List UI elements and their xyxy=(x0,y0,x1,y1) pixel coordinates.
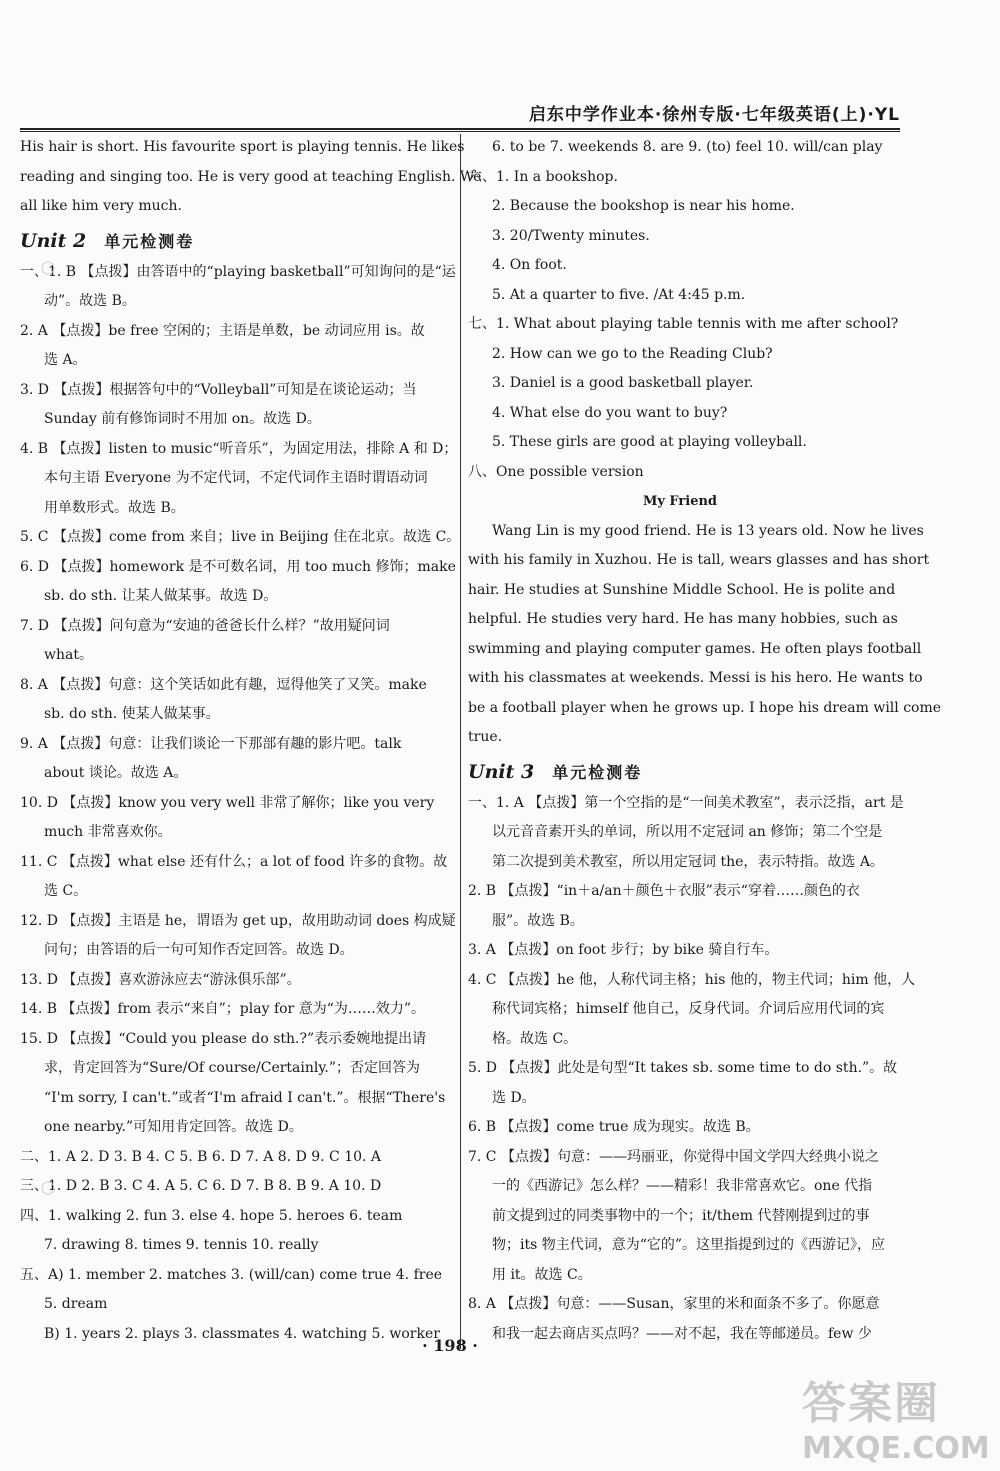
answer-line: all like him very much. xyxy=(20,198,182,214)
answer-line: 11. C 【点拨】what else 还有什么；a lot of food 许多的食物。故 xyxy=(20,853,448,870)
answer-line: sb. do sth. 使某人做某事。 xyxy=(44,706,220,722)
page-number: · 198 · xyxy=(422,1336,478,1355)
answer-line: 12. D 【点拨】主语是 he，谓语为 get up，故用助动词 does 构成疑 xyxy=(20,912,456,929)
answer-line: 13. D 【点拨】喜欢游泳应去“游泳俱乐部”。 xyxy=(20,971,301,988)
answer-line: 14. B 【点拨】from 表示“来自”；play for 意为“为……效力”。 xyxy=(20,1001,426,1017)
answer-line: 6. B 【点拨】come true 成为现实。故选 B。 xyxy=(468,1119,760,1135)
answer-line: 选 D。 xyxy=(492,1089,536,1106)
answer-line: about 谈论。故选 A。 xyxy=(44,765,188,781)
answer-line: true. xyxy=(468,729,503,745)
answer-line: 六、1. In a bookshop. xyxy=(468,168,618,185)
answer-line: hair. He studies at Sunshine Middle School. He is polite and xyxy=(468,581,896,598)
answer-line: 2. B 【点拨】“in＋a/an＋颜色＋衣服”表示“穿着……颜色的衣 xyxy=(468,883,860,899)
answer-line: 3. D 【点拨】根据答句中的“Volleyball”可知是在谈论运动；当 xyxy=(20,381,417,398)
answer-line: 用 it。故选 C。 xyxy=(492,1266,592,1283)
answer-line: with his family in Xuzhou. He is tall, wears glasses and has short xyxy=(468,552,930,568)
answer-line: 用单数形式。故选 B。 xyxy=(44,499,185,516)
column-divider xyxy=(460,134,461,1349)
answer-line: 15. D 【点拨】“Could you please do sth.?”表示委婉地提出请 xyxy=(20,1030,427,1047)
answer-line: 6. to be 7. weekends 8. are 9. (to) feel 10. will/can play xyxy=(492,139,883,155)
answer-line: 7. D 【点拨】问句意为“安迪的爸爸长什么样？”故用疑问词 xyxy=(20,617,390,634)
header-rule xyxy=(20,128,900,130)
answer-line: one nearby.”可知用肯定回答。故选 D。 xyxy=(44,1119,303,1135)
answer-line: B) 1. years 2. plays 3. classmates 4. watching 5. worker xyxy=(44,1325,440,1342)
answer-line: “I'm sorry, I can't.”或者“I'm afraid I can't.”。根据“There's xyxy=(44,1089,446,1106)
answer-line: 2. How can we go to the Reading Club? xyxy=(492,345,773,362)
answer-line: 一的《西游记》怎么样？——精彩！我非常喜欢它。one 代指 xyxy=(492,1178,873,1194)
answer-line: 2. A 【点拨】be free 空闲的；主语是单数，be 动词应用 is。故 xyxy=(20,322,425,339)
answer-line: 4. On foot. xyxy=(492,257,567,273)
answer-line: 本句主语 Everyone 为不定代词，不定代词作主语时谓语动词 xyxy=(44,470,428,486)
answer-line: 一、1. B 【点拨】由答语中的“playing basketball”可知询问的是“运 xyxy=(20,263,456,280)
answer-line: 一、1. A 【点拨】第一个空指的是“一间美术教室”，表示泛指，art 是 xyxy=(468,794,904,811)
answer-line: 称代词宾格；himself 他自己，反身代词。介词后应用代词的宾 xyxy=(492,1001,885,1017)
answer-line: 5. At a quarter to five. /At 4:45 p.m. xyxy=(492,286,746,303)
unit-heading xyxy=(20,224,448,258)
answer-line: 五、A) 1. member 2. matches 3. (will/can) come true 4. free xyxy=(20,1266,443,1283)
header-rule-thin xyxy=(20,131,900,132)
unit-heading xyxy=(468,755,892,789)
answer-line: 4. B 【点拨】listen to music“听音乐”，为固定用法，排除 A 和 D； xyxy=(20,440,458,457)
answer-line: 求，肯定回答为“Sure/Of course/Certainly.”；否定回答为 xyxy=(44,1060,421,1076)
answer-line: 选 A。 xyxy=(44,352,87,368)
answer-line: His hair is short. His favourite sport is playing tennis. He likes xyxy=(20,139,465,155)
answer-line: 前文提到过的同类事物中的一个；it/them 代替刚提到过的事 xyxy=(492,1207,870,1224)
answer-line: 二、1. A 2. D 3. B 4. C 5. B 6. D 7. A 8. D 9. C 10. A xyxy=(20,1148,382,1165)
answer-line: 5. C 【点拨】come from 来自；live in Beijing 住在北京。故选 C。 xyxy=(20,529,461,545)
answer-line: 7. C 【点拨】句意：——玛丽亚，你觉得中国文学四大经典小说之 xyxy=(468,1148,879,1165)
answer-line: 三、1. D 2. B 3. C 4. A 5. C 6. D 7. B 8. B 9. A 10. D xyxy=(20,1178,382,1194)
answer-line: 3. A 【点拨】on foot 步行；by bike 骑自行车。 xyxy=(468,942,779,958)
watermark-logo-text: 答案圈 xyxy=(802,1378,940,1429)
answer-line: swimming and playing computer games. He often plays football xyxy=(468,640,922,657)
answer-line: 3. Daniel is a good basketball player. xyxy=(492,375,754,391)
answer-line: 格。故选 C。 xyxy=(492,1030,578,1047)
answer-line: 第二次提到美术教室，所以用定冠词 the，表示特指。故选 A。 xyxy=(492,853,884,870)
answer-line: 和我一起去商店买点吗？——对不起，我在等邮递员。few 少 xyxy=(492,1325,872,1342)
answer-line: 3. 20/Twenty minutes. xyxy=(492,227,650,244)
answer-line: 5. These girls are good at playing volleyball. xyxy=(492,434,807,450)
answer-line: reading and singing too. He is very good at teaching English. We xyxy=(20,168,482,185)
answer-line: 8. A 【点拨】句意：这个笑话如此有趣，逗得他笑了又笑。make xyxy=(20,676,427,693)
answer-line: 5. D 【点拨】此处是句型“It takes sb. some time to do sth.”。故 xyxy=(468,1060,898,1076)
answer-line: helpful. He studies very hard. He has many hobbies, such as xyxy=(468,611,898,627)
answer-line: 6. D 【点拨】homework 是不可数名词，用 too much 修饰；make xyxy=(20,558,456,575)
running-header: 启东中学作业本·徐州专版·七年级英语(上)·YL xyxy=(528,105,900,125)
answer-line: 四、1. walking 2. fun 3. else 4. hope 5. heroes 6. team xyxy=(20,1207,403,1224)
unit-label: Unit 3 xyxy=(468,760,535,783)
answer-line: 七、1. What about playing table tennis with me after school? xyxy=(468,316,899,332)
unit-subtitle: 单元检测卷 xyxy=(104,231,195,251)
answer-line: 选 C。 xyxy=(44,883,88,899)
answer-line: 8. A 【点拨】句意：——Susan，家里的米和面条不多了。你愿意 xyxy=(468,1296,880,1312)
answer-line: 9. A 【点拨】句意：让我们谈论一下那部有趣的影片吧。talk xyxy=(20,735,402,752)
answer-line: Wang Lin is my good friend. He is 13 years old. Now he lives xyxy=(492,522,924,539)
answer-line: 4. C 【点拨】he 他，人称代词主格；his 他的，物主代词；him 他，人 xyxy=(468,971,916,988)
answer-line: with his classmates at weekends. Messi is his hero. He wants to xyxy=(468,670,923,686)
answer-line: much 非常喜欢你。 xyxy=(44,824,172,840)
answer-line: 以元音音素开头的单词，所以用不定冠词 an 修饰；第二个空是 xyxy=(492,824,883,840)
answer-line: 7. drawing 8. times 9. tennis 10. really xyxy=(44,1237,319,1253)
answer-line: be a football player when he grows up. I hope his dream will come xyxy=(468,699,942,716)
answer-line: 物；its 物主代词，意为“它的”。这里指提到过的《西游记》，应 xyxy=(492,1237,886,1253)
right-column xyxy=(468,133,942,1349)
answer-line: Sunday 前有修饰词时不用加 on。故选 D。 xyxy=(44,411,321,427)
answer-line: 10. D 【点拨】know you very well 非常了解你；like you very xyxy=(20,794,435,811)
answer-line: what。 xyxy=(44,647,93,663)
answer-line: 4. What else do you want to buy? xyxy=(492,404,728,421)
watermark-url: MXQE.COM xyxy=(802,1431,990,1466)
answer-line: 动”。故选 B。 xyxy=(44,293,136,309)
answer-line: 问句；由答语的后一句可知作否定回答。故选 D。 xyxy=(44,942,354,958)
binding-hole-icon xyxy=(40,1180,56,1196)
answer-line: 服”。故选 B。 xyxy=(492,912,584,929)
answer-line: 2. Because the bookshop is near his home. xyxy=(492,198,795,214)
site-watermark xyxy=(802,1367,992,1467)
essay-title: My Friend xyxy=(642,494,718,509)
answer-line: sb. do sth. 让某人做某事。故选 D。 xyxy=(44,588,278,604)
unit-label: Unit 2 xyxy=(20,229,87,252)
answer-line: 5. dream xyxy=(44,1296,108,1312)
answer-line: 八、One possible version xyxy=(468,463,644,480)
binding-hole-icon xyxy=(40,260,56,276)
unit-subtitle: 单元检测卷 xyxy=(552,762,643,782)
